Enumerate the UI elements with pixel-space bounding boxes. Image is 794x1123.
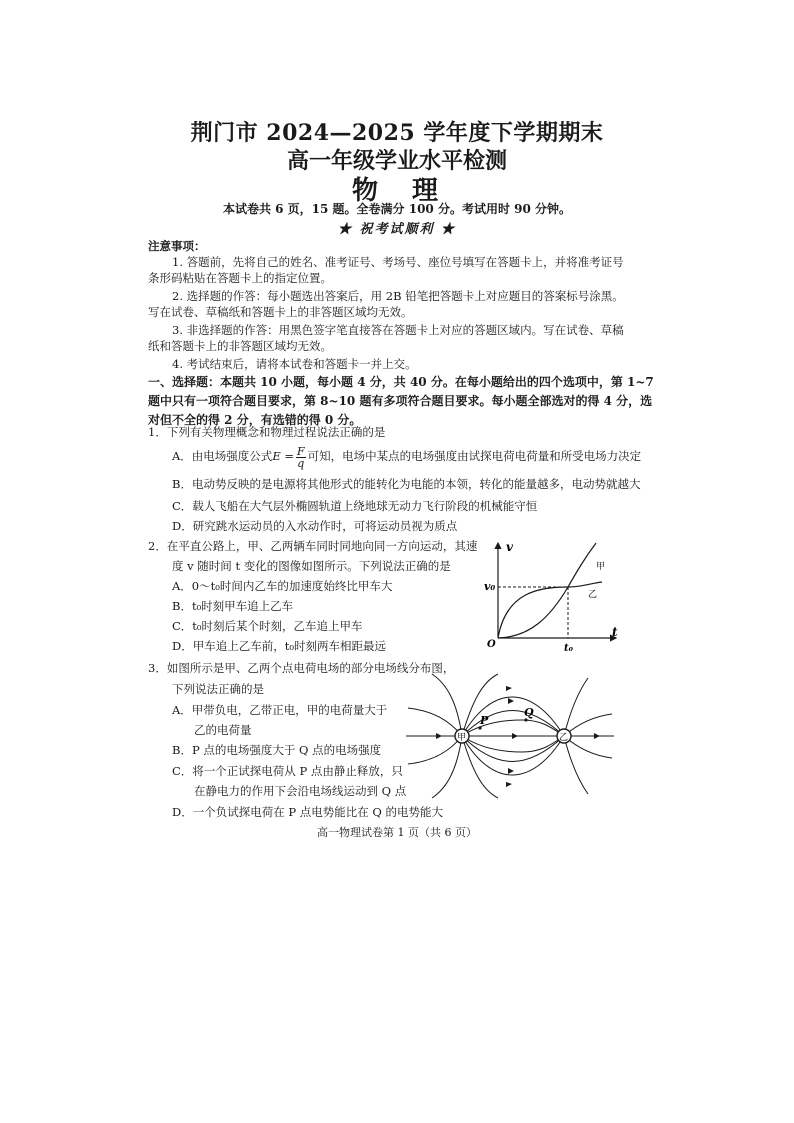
- q2-option-c: C．t₀时刻后某个时刻，乙车追上甲车: [172, 619, 363, 633]
- q1-option-a: [172, 444, 641, 469]
- good-luck-text: ★ 祝考试顺利 ★: [337, 222, 457, 237]
- question-2-stem: 2．在平直公路上，甲、乙两辆车同时同地向同一方向运动，其速: [148, 539, 478, 553]
- formula-lhs: E =: [272, 449, 294, 463]
- q3-option-c: C．将一个正试探电荷从 P 点由静止释放，只: [172, 764, 403, 778]
- charge-jia-label: 甲: [457, 733, 467, 743]
- q1-option-a-text: A．由电场强度公式: [172, 449, 273, 463]
- note-line: 4. 考试结束后，请将本试卷和答题卡一并上交。: [172, 357, 417, 371]
- q2-option-b: B．t₀时刻甲车追上乙车: [172, 599, 294, 613]
- t0-label: t₀: [564, 643, 573, 654]
- page-footer: 高一物理试卷第 1 页（共 6 页）: [317, 826, 477, 839]
- q3-option-d: D．一个负试探电荷在 P 点电势能比在 Q 的电势能大: [172, 805, 444, 819]
- question-3-stem-2: 下列说法正确的是: [172, 682, 264, 696]
- q3-option-c-cont: 在静电力的作用下会沿电场线运动到 Q 点: [194, 784, 407, 798]
- note-line: 条形码粘贴在答题卡上的指定位置。: [148, 271, 332, 285]
- note-line: 1. 答题前，先将自己的姓名、准考证号、考场号、座位号填写在答题卡上，并将准考证号: [172, 255, 624, 269]
- exam-info: 本试卷共 6 页，15 题。全卷满分 100 分。考试用时 90 分钟。: [222, 202, 572, 216]
- q1-option-c: C．载人飞船在大气层外椭圆轨道上绕地球无动力飞行阶段的机械能守恒: [172, 499, 538, 513]
- note-line: 3. 非选择题的作答：用黑色签字笔直接答在答题卡上对应的答题区域内。写在试卷、草稿: [172, 323, 624, 337]
- formula-numerator: F: [297, 444, 305, 458]
- q1-option-b: B．电动势反映的是电源将其他形式的能转化为电能的本领，转化的能量越多，电动势就越大: [172, 477, 641, 491]
- note-line: 写在试卷、草稿纸和答题卡上的非答题区域均无效。: [148, 305, 413, 319]
- velocity-time-graph: [484, 537, 624, 655]
- subject-title: 物 理: [351, 176, 442, 206]
- q2-option-a: A．0～t₀时间内乙车的加速度始终比甲车大: [172, 579, 393, 593]
- jia-label: 甲: [596, 562, 606, 572]
- q3-option-a: A．甲带负电，乙带正电，甲的电荷量大于: [172, 703, 388, 717]
- section-heading: 一、选择题：本题共 10 小题，每小题 4 分，共 40 分。在每小题给出的四个选项中，第 1~7: [148, 375, 654, 389]
- section-heading: 对但不全的得 2 分，有选错的得 0 分。: [148, 413, 362, 427]
- yi-label: 乙: [588, 590, 598, 600]
- exam-title: 荆门市 2024—2025 学年度下学期期末: [190, 120, 604, 146]
- section-heading: 题中只有一项符合题目要求，第 8~10 题有多项符合题目要求。每小题全部选对的得 4 分，选: [148, 394, 653, 408]
- v0-label: v₀: [484, 580, 496, 593]
- t-axis-label: t: [612, 625, 618, 639]
- note-line: 纸和答题卡上的非答题区域均无效。: [148, 339, 332, 353]
- point-q-label: Q: [524, 706, 534, 719]
- formula-denominator: q: [297, 456, 305, 470]
- curve-yi: [498, 582, 602, 638]
- formula-fraction: [296, 446, 306, 469]
- q3-option-a-cont: 乙的电荷量: [194, 723, 252, 737]
- q1-option-d: D．研究跳水运动员的入水动作时，可将运动员视为质点: [172, 519, 458, 533]
- question-2-stem-2: 度 v 随时间 t 变化的图像如图所示。下列说法正确的是: [172, 559, 451, 573]
- notes-heading: 注意事项：: [148, 239, 206, 253]
- origin-label: O: [487, 639, 496, 650]
- electric-field-diagram: [402, 672, 618, 800]
- q1-option-a-rest: 可知，电场中某点的电场强度由试探电荷电荷量和所受电场力决定: [307, 449, 642, 463]
- question-3-stem: 3．如图所示是甲、乙两个点电荷电场的部分电场线分布图，: [148, 661, 455, 675]
- curve-jia: [498, 543, 596, 638]
- q2-option-d: D．甲车追上乙车前，t₀时刻两车相距最远: [172, 639, 386, 653]
- point-p-label: P: [480, 714, 489, 727]
- exam-subtitle: 高一年级学业水平检测: [286, 148, 507, 174]
- question-1-stem: 1．下列有关物理概念和物理过程说法正确的是: [148, 425, 386, 439]
- q3-option-b: B．P 点的电场强度大于 Q 点的电场强度: [172, 743, 382, 757]
- note-line: 2. 选择题的作答：每小题选出答案后，用 2B 铅笔把答题卡上对应题目的答案标号涂黑。: [172, 289, 624, 303]
- v-axis-label: v: [506, 540, 513, 554]
- charge-yi-label: 乙: [559, 733, 569, 743]
